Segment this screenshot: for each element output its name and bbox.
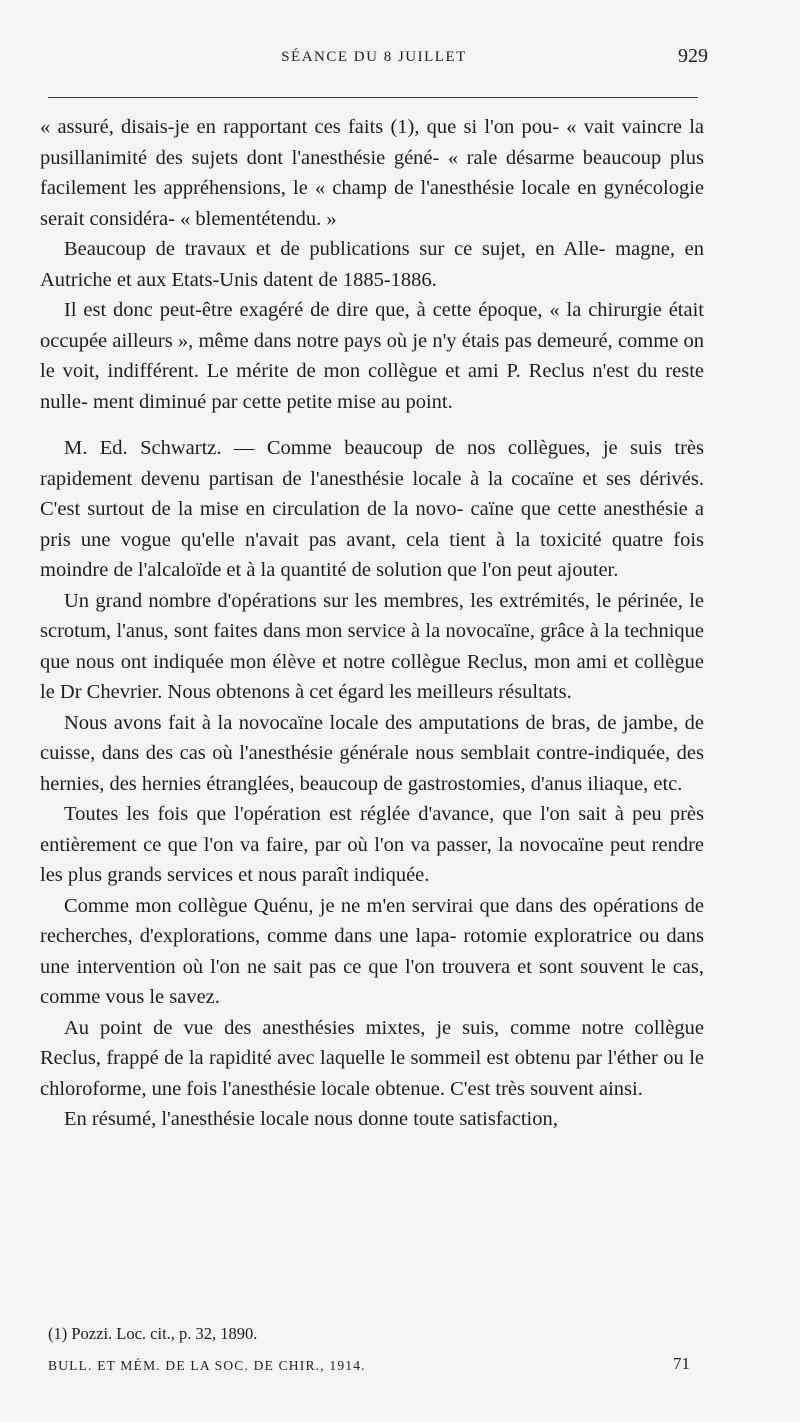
- paragraph: Comme mon collègue Quénu, je ne m'en servirai que dans des opérations de recherches, d'explorations, comme dans une lapa- rotomie exploratrice ou dans une intervention où l'on ne sait pas ce que l'on trouvera et sont souvent le cas, comme vous le savez.: [40, 894, 704, 1008]
- paragraph-quote: « assuré, disais-je en rapportant ces faits (1), que si l'on pou- « vait vaincre la pusillanimité des sujets dont l'anesthésie géné- « rale désarme beaucoup plus facilement les appréhensions, le « champ de l'anesthésie locale en gynécologie serait considéra- « blementétendu. »: [40, 116, 704, 230]
- paragraph: Nous avons fait à la novocaïne locale des amputations de bras, de jambe, de cuisse, dans des cas où l'anesthésie générale nous semblait contre-indiquée, des hernies, des hernies étranglées, beaucoup de gastrostomies, d'anus iliaque, etc.: [40, 711, 704, 795]
- running-header: [40, 45, 708, 75]
- paragraph: Au point de vue des anesthésies mixtes, je suis, comme notre collègue Reclus, frappé de la rapidité avec laquelle le sommeil est obtenu par l'éther ou le chloroforme, une fois l'anesthésie locale obtenue. C'est très souvent ainsi.: [40, 1016, 704, 1100]
- paragraph: Toutes les fois que l'opération est réglée d'avance, que l'on sait à peu près entièrement ce que l'on va faire, par où l'on va passer, la novocaïne peut rendre les plus grands services et nous paraît indiquée.: [40, 803, 704, 886]
- sheet-number: 71: [673, 1354, 690, 1373]
- page-number: 929: [678, 45, 708, 67]
- journal-signature: BULL. ET MÉM. DE LA SOC. DE CHIR., 1914.: [48, 1358, 366, 1373]
- paragraph: En résumé, l'anesthésie locale nous donne toute satisfaction,: [64, 1108, 558, 1130]
- page-footer: [48, 1354, 698, 1384]
- header-rule: [48, 97, 698, 98]
- footnote: (1) Pozzi. Loc. cit., p. 32, 1890.: [48, 1324, 258, 1343]
- paragraph-schwartz: M. Ed. Schwartz. — Comme beaucoup de nos collègues, je suis très rapidement devenu partisan de l'anesthésie locale à la cocaïne et ses dérivés. C'est surtout de la mise en circulation de la novo- caïne que cette anesthésie a pris une vogue qu'elle n'avait pas avant, cela tient à la toxicité quatre fois moindre de l'alcaloïde et à la quantité de solution que l'on peut ajouter.: [40, 437, 704, 581]
- header-title: SÉANCE DU 8 JUILLET: [281, 49, 467, 65]
- body-text: [40, 112, 704, 1135]
- paragraph: Un grand nombre d'opérations sur les membres, les extrémités, le périnée, le scrotum, l'anus, sont faites dans mon service à la novocaïne, grâce à la technique que nous ont indiquée mon élève et notre collègue Reclus, mon ami et collègue le Dr Chevrier. Nous obtenons à cet égard les meilleurs résultats.: [40, 589, 704, 703]
- document-page: [40, 0, 708, 1422]
- paragraph: Beaucoup de travaux et de publications sur ce sujet, en Alle- magne, en Autriche et aux Etats-Unis datent de 1885-1886.: [40, 238, 704, 291]
- paragraph: Il est donc peut-être exagéré de dire que, à cette époque, « la chirurgie était occupée ailleurs », même dans notre pays où je n'y étais pas demeuré, comme on le voit, indifférent. Le mérite de mon collègue et ami P. Reclus n'est du reste nulle- ment diminué par cette petite mise au point.: [40, 299, 704, 413]
